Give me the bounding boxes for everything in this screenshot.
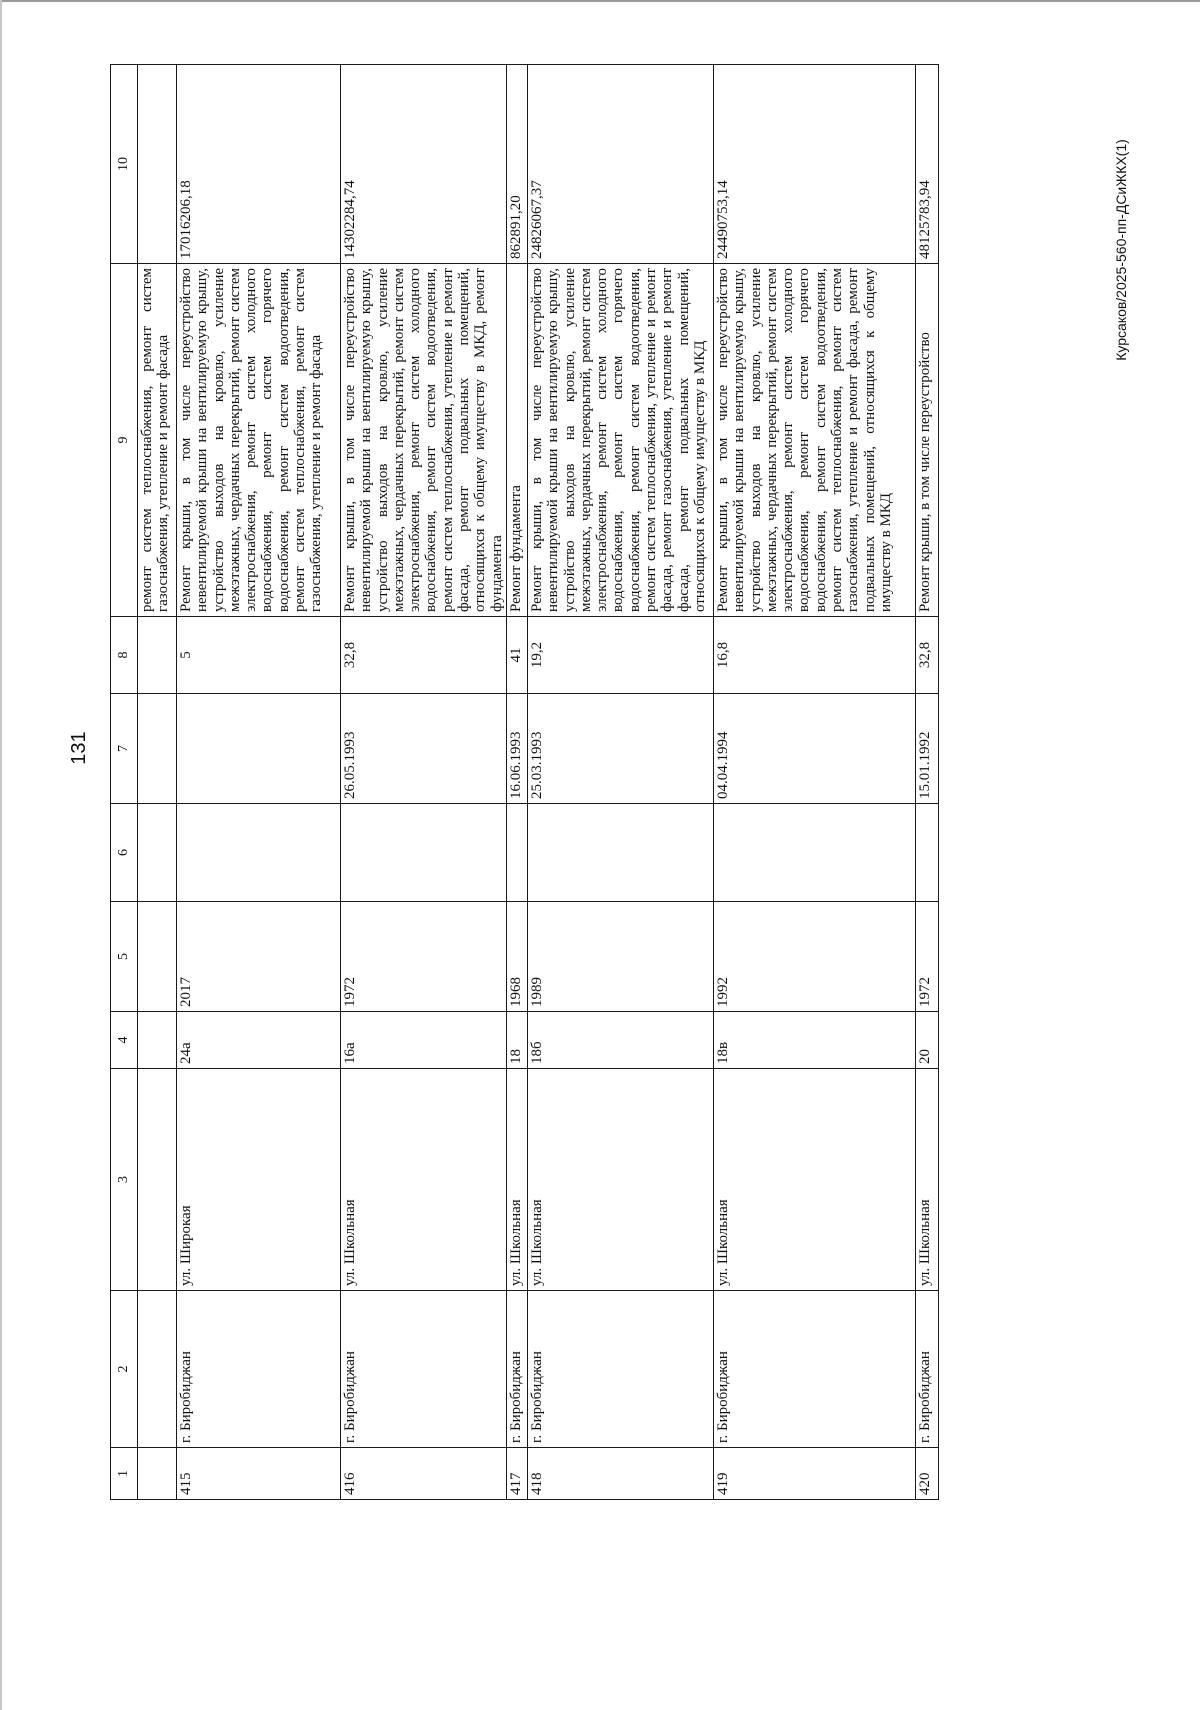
row-number: 419 — [713, 1448, 915, 1500]
table-row — [177, 65, 341, 1500]
house-cell: 24а — [177, 1012, 341, 1069]
cost-cell: 14302284,74 — [341, 65, 507, 264]
cost-cell: 17016206,18 — [177, 65, 341, 264]
column-number: 2 — [111, 1291, 138, 1448]
work-description: Ремонт крыши, в том числе переустройство невентилируемой крыши на вентилируемую крышу, устройство выходов на кровлю, усиление межэтажных, чердачных перекрытий, ремонт систем электроснабжения, ремонт систем холодного водоснабжения, ремонт систем горячего водоснабжения, ремонт систем водоотведения, ремонт систем теплоснабжения, ремонт систем газоснабжения, утепление и ремонт фасада, ремонт подвальных помещений, относящихся к общему имуществу в МКД — [713, 264, 915, 617]
column-8-cell: 41 — [506, 617, 527, 694]
column-number-row — [111, 65, 138, 1500]
city-cell: г. Биробиджан — [341, 1291, 507, 1448]
column-8-cell: 32,8 — [341, 617, 507, 694]
column-number: 7 — [111, 694, 138, 804]
row-number: 416 — [341, 1448, 507, 1500]
column-6-cell — [527, 804, 713, 902]
table-row — [915, 65, 938, 1500]
document-reference: Курсаков/2025-560-пп-ДСиЖКХ(1) — [1113, 139, 1129, 361]
continuation-row — [138, 65, 177, 1500]
work-description: Ремонт крыши, в том числе переустройство — [915, 264, 938, 617]
street-cell: ул. Школьная — [506, 1069, 527, 1291]
registry-table-frame — [110, 65, 1060, 1500]
cost-cell: 24490753,14 — [713, 65, 915, 264]
column-8-cell: 32,8 — [915, 617, 938, 694]
column-6-cell — [177, 804, 341, 902]
year-cell: 1972 — [341, 902, 507, 1012]
column-number: 9 — [111, 264, 138, 617]
house-cell: 18б — [527, 1012, 713, 1069]
column-number: 8 — [111, 617, 138, 694]
column-6-cell — [915, 804, 938, 902]
scan-edge-top — [0, 0, 1200, 2]
table-row — [527, 65, 713, 1500]
work-description: ремонт систем теплоснабжения, ремонт систем газоснабжения, утепление и ремонт фасада — [138, 264, 177, 617]
column-6-cell — [341, 804, 507, 902]
cost-cell: 862891,20 — [506, 65, 527, 264]
house-cell: 18 — [506, 1012, 527, 1069]
column-number: 5 — [111, 902, 138, 1012]
column-8-cell: 16,8 — [713, 617, 915, 694]
date-cell: 16.06.1993 — [506, 694, 527, 804]
row-number: 417 — [506, 1448, 527, 1500]
street-cell: ул. Школьная — [915, 1069, 938, 1291]
year-cell: 2017 — [177, 902, 341, 1012]
row-number: 418 — [527, 1448, 713, 1500]
street-cell: ул. Школьная — [713, 1069, 915, 1291]
row-number: 415 — [177, 1448, 341, 1500]
column-8-cell: 5 — [177, 617, 341, 694]
work-description: Ремонт крыши, в том числе переустройство невентилируемой крыши на вентилируемую крышу, устройство выходов на кровлю, усиление межэтажных, чердачных перекрытий, ремонт систем электроснабжения, ремонт систем холодного водоснабжения, ремонт систем горячего водоснабжения, ремонт систем водоотведения, ремонт систем теплоснабжения, утепление и ремонт фасада, ремонт газоснабжения, утепление и ремонт фасада, ремонт подвальных помещений, относящихся к общему имуществу в МКД — [527, 264, 713, 617]
city-cell: г. Биробиджан — [527, 1291, 713, 1448]
house-cell: 20 — [915, 1012, 938, 1069]
year-cell: 1968 — [506, 902, 527, 1012]
city-cell: г. Биробиджан — [713, 1291, 915, 1448]
work-description: Ремонт фундамента — [506, 264, 527, 617]
date-cell: 26.05.1993 — [341, 694, 507, 804]
date-cell — [177, 694, 341, 804]
column-number: 6 — [111, 804, 138, 902]
column-6-cell — [713, 804, 915, 902]
column-number: 10 — [111, 65, 138, 264]
city-cell: г. Биробиджан — [177, 1291, 341, 1448]
page-number: 131 — [68, 731, 90, 765]
city-cell: г. Биробиджан — [915, 1291, 938, 1448]
street-cell: ул. Школьная — [527, 1069, 713, 1291]
date-cell: 04.04.1994 — [713, 694, 915, 804]
work-description: Ремонт крыши, в том числе переустройство невентилируемой крыши на вентилируемую крышу, устройство выходов на кровлю, усиление межэтажных, чердачных перекрытий, ремонт систем электроснабжения, ремонт систем холодного водоснабжения, ремонт систем горячего водоснабжения, ремонт систем водоотведения, ремонт систем теплоснабжения, ремонт систем газоснабжения, утепление и ремонт фасада — [177, 264, 341, 617]
column-8-cell: 19,2 — [527, 617, 713, 694]
work-description: Ремонт крыши, в том числе переустройство невентилируемой крыши на вентилируемую крышу, устройство выходов на кровлю, усиление межэтажных, чердачных перекрытий, ремонт систем электроснабжения, ремонт систем холодного водоснабжения, ремонт систем водоотведения, ремонт систем теплоснабжения, утепление и ремонт фасада, ремонт подвальных помещений, относящихся к общему имуществу в МКД, ремонт фундамента — [341, 264, 507, 617]
row-number: 420 — [915, 1448, 938, 1500]
column-number: 4 — [111, 1012, 138, 1069]
year-cell: 1972 — [915, 902, 938, 1012]
column-6-cell — [506, 804, 527, 902]
table-row — [341, 65, 507, 1500]
table-row — [713, 65, 915, 1500]
table-row — [506, 65, 527, 1500]
year-cell: 1992 — [713, 902, 915, 1012]
scan-edge-left — [0, 0, 2, 1710]
year-cell: 1989 — [527, 902, 713, 1012]
street-cell: ул. Широкая — [177, 1069, 341, 1291]
cost-cell: 24826067,37 — [527, 65, 713, 264]
house-cell: 16а — [341, 1012, 507, 1069]
column-number: 1 — [111, 1448, 138, 1500]
street-cell: ул. Школьная — [341, 1069, 507, 1291]
cost-cell: 48125783,94 — [915, 65, 938, 264]
city-cell: г. Биробиджан — [506, 1291, 527, 1448]
date-cell: 25.03.1993 — [527, 694, 713, 804]
date-cell: 15.01.1992 — [915, 694, 938, 804]
column-number: 3 — [111, 1069, 138, 1291]
house-cell: 18в — [713, 1012, 915, 1069]
registry-table — [110, 64, 939, 1500]
